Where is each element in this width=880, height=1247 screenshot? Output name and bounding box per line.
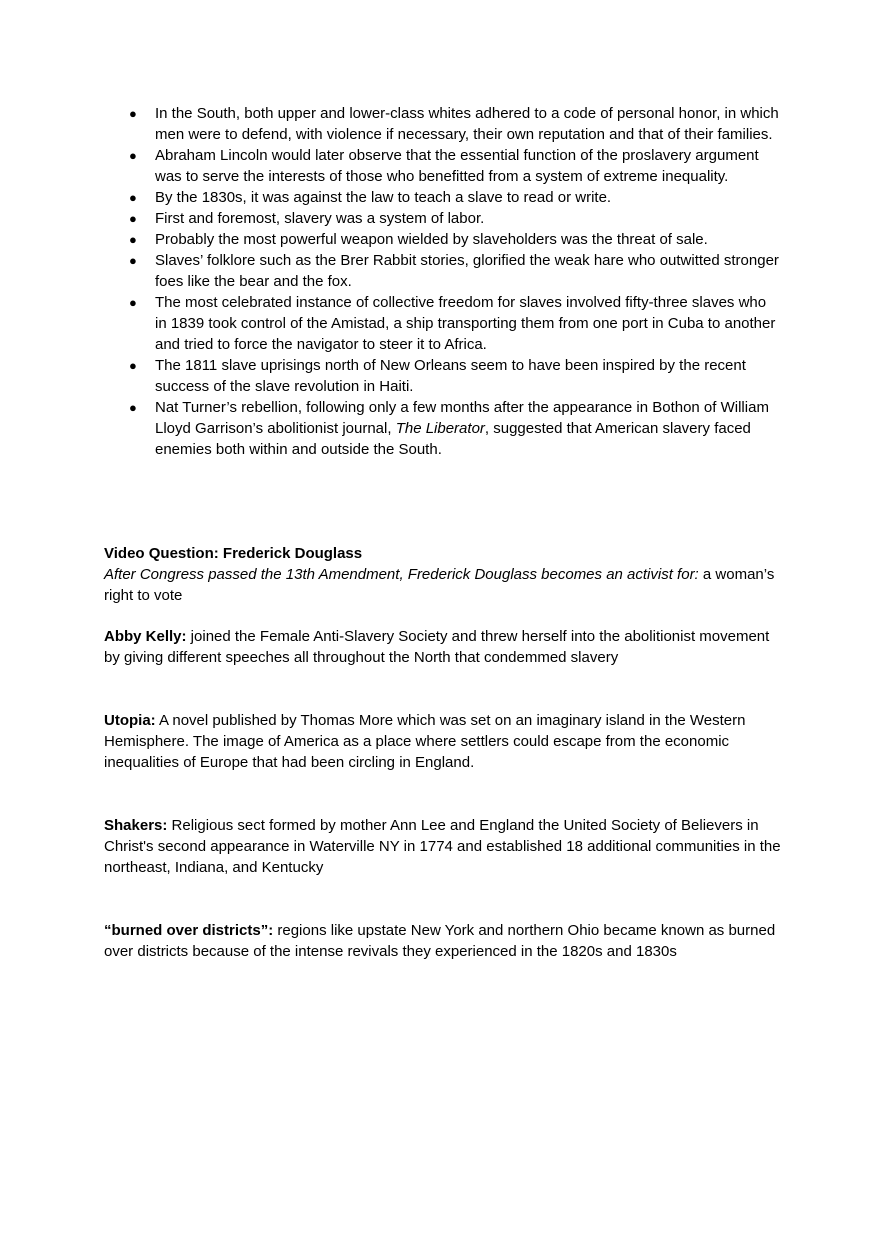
bullet-icon: ●	[129, 253, 137, 268]
list-item-text: Probably the most powerful weapon wielded by slaveholders was the threat of sale.	[155, 231, 708, 248]
term-label: “burned over districts”:	[104, 922, 274, 939]
shakers-entry	[104, 815, 784, 878]
list-item	[129, 292, 780, 355]
bullet-icon: ●	[129, 190, 137, 205]
video-question-answer: a woman’s right to vote	[104, 566, 775, 604]
list-item-text: By the 1830s, it was against the law to teach a slave to read or write.	[155, 189, 612, 206]
list-item	[129, 145, 780, 187]
list-item-text: Abraham Lincoln would later observe that the essential function of the proslavery argument was to serve the interests of those who benefitted from a system of extreme inequality.	[155, 147, 759, 185]
utopia-entry	[104, 710, 784, 773]
list-item	[129, 250, 780, 292]
list-item-text: In the South, both upper and lower-class whites adhered to a code of personal honor, in which men were to defend, with violence if necessary, their own reputation and that of their families.	[155, 105, 779, 143]
video-question-prompt: After Congress passed the 13th Amendment, Frederick Douglass becomes an activist for:	[104, 566, 699, 583]
list-item	[129, 187, 780, 208]
list-item	[129, 208, 780, 229]
bullet-icon: ●	[129, 148, 137, 163]
burned-over-districts-entry	[104, 920, 784, 962]
term-definition: Religious sect formed by mother Ann Lee and England the United Society of Believers in Christ's second appearance in Waterville NY in 1774 and established 18 additional communities in the northeast, Indiana, and Kentucky	[104, 817, 781, 876]
bullet-icon: ●	[129, 211, 137, 226]
bullet-icon: ●	[129, 358, 137, 373]
list-item-text: Slaves’ folklore such as the Brer Rabbit stories, glorified the weak hare who outwitted stronger foes like the bear and the fox.	[155, 252, 779, 290]
list-item	[129, 397, 780, 460]
list-item-text: First and foremost, slavery was a system of labor.	[155, 210, 485, 227]
list-item-text-after: , suggested that American slavery faced enemies both within and outside the South.	[155, 420, 751, 458]
list-item-text-before: Nat Turner’s rebellion, following only a few months after the appearance in Bothon of William Lloyd Garrison’s abolitionist journal,	[155, 399, 769, 437]
term-definition: joined the Female Anti-Slavery Society and threw herself into the abolitionist movement by giving different speeches all throughout the North that condemmed slavery	[104, 628, 770, 666]
bullet-icon: ●	[129, 400, 137, 415]
bullet-list	[129, 103, 780, 460]
term-label: Utopia:	[104, 712, 156, 729]
bullet-icon: ●	[129, 295, 137, 310]
list-item	[129, 229, 780, 250]
video-question-section	[104, 543, 784, 606]
video-question-heading: Video Question: Frederick Douglass	[104, 545, 363, 562]
list-item	[129, 103, 780, 145]
list-item	[129, 355, 780, 397]
term-label: Abby Kelly:	[104, 628, 187, 645]
video-question-body	[104, 564, 784, 606]
abby-kelly-entry	[104, 626, 784, 668]
list-item-text: The 1811 slave uprisings north of New Orleans seem to have been inspired by the recent success of the slave revolution in Haiti.	[155, 357, 746, 395]
bullet-icon: ●	[129, 232, 137, 247]
term-definition: A novel published by Thomas More which was set on an imaginary island in the Western Hemisphere. The image of America as a place where settlers could escape from the economic inequalities of Europe that had been circling in England.	[104, 712, 746, 771]
term-definition: regions like upstate New York and northern Ohio became known as burned over districts because of the intense revivals they experienced in the 1820s and 1830s	[104, 922, 776, 960]
term-label: Shakers:	[104, 817, 168, 834]
journal-title: The Liberator	[395, 420, 485, 437]
list-item-text: The most celebrated instance of collective freedom for slaves involved fifty-three slaves who in 1839 took control of the Amistad, a ship transporting them from one port in Cuba to another and tried to force the navigator to steer it to Africa.	[155, 294, 776, 353]
bullet-icon: ●	[129, 106, 137, 121]
